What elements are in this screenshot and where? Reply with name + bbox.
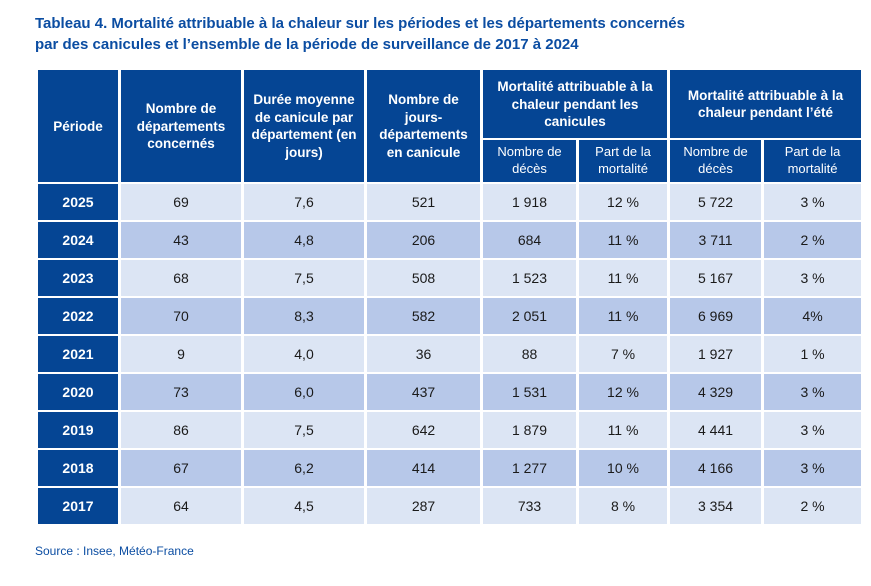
data-cell: 3 % xyxy=(764,412,861,448)
data-cell: 7 % xyxy=(579,336,667,372)
header-group-ete: Mortalité attribuable à la chaleur pendant l’été xyxy=(670,70,861,138)
data-cell: 67 xyxy=(121,450,241,486)
data-cell: 2 051 xyxy=(483,298,576,334)
header-jours-departements: Nombre de jours-départements en canicule xyxy=(367,70,480,182)
data-cell: 10 % xyxy=(579,450,667,486)
table-row xyxy=(38,374,861,410)
data-cell: 11 % xyxy=(579,298,667,334)
header-periode: Période xyxy=(38,70,118,182)
data-cell: 8,3 xyxy=(244,298,364,334)
data-cell: 12 % xyxy=(579,184,667,220)
subheader-canicules-deces: Nombre de décès xyxy=(483,140,576,182)
row-year: 2024 xyxy=(38,222,118,258)
data-cell: 5 167 xyxy=(670,260,761,296)
data-cell: 1 879 xyxy=(483,412,576,448)
table-title-line2: par des canicules et l’ensemble de la période de surveillance de 2017 à 2024 xyxy=(35,35,579,53)
data-cell: 6 969 xyxy=(670,298,761,334)
data-cell: 3 % xyxy=(764,184,861,220)
data-cell: 7,6 xyxy=(244,184,364,220)
data-cell: 4% xyxy=(764,298,861,334)
table-row xyxy=(38,260,861,296)
data-cell: 206 xyxy=(367,222,480,258)
data-cell: 4,5 xyxy=(244,488,364,524)
row-year: 2019 xyxy=(38,412,118,448)
data-cell: 4 166 xyxy=(670,450,761,486)
table-row xyxy=(38,412,861,448)
data-cell: 287 xyxy=(367,488,480,524)
data-cell: 437 xyxy=(367,374,480,410)
data-cell: 8 % xyxy=(579,488,667,524)
header-duree: Durée moyenne de canicule par département (en jours) xyxy=(244,70,364,182)
row-year: 2018 xyxy=(38,450,118,486)
data-cell: 582 xyxy=(367,298,480,334)
data-cell: 6,2 xyxy=(244,450,364,486)
table-row xyxy=(38,488,861,524)
data-cell: 70 xyxy=(121,298,241,334)
data-cell: 642 xyxy=(367,412,480,448)
data-cell: 508 xyxy=(367,260,480,296)
data-cell: 1 % xyxy=(764,336,861,372)
data-cell: 1 927 xyxy=(670,336,761,372)
data-cell: 5 722 xyxy=(670,184,761,220)
table-title xyxy=(35,14,855,55)
row-year: 2021 xyxy=(38,336,118,372)
table-row xyxy=(38,450,861,486)
data-cell: 3 % xyxy=(764,260,861,296)
table-row xyxy=(38,222,861,258)
data-cell: 521 xyxy=(367,184,480,220)
data-cell: 2 % xyxy=(764,222,861,258)
data-cell: 4,0 xyxy=(244,336,364,372)
data-cell: 4 329 xyxy=(670,374,761,410)
data-cell: 1 277 xyxy=(483,450,576,486)
table-title-line1: Tableau 4. Mortalité attribuable à la chaleur sur les périodes et les départements concernés xyxy=(35,15,685,32)
data-cell: 86 xyxy=(121,412,241,448)
header-group-canicules: Mortalité attribuable à la chaleur pendant les canicules xyxy=(483,70,667,138)
table-body xyxy=(38,184,861,524)
data-cell: 7,5 xyxy=(244,260,364,296)
header-departements: Nombre de départements concernés xyxy=(121,70,241,182)
row-year: 2020 xyxy=(38,374,118,410)
table-header xyxy=(38,70,861,182)
data-cell: 11 % xyxy=(579,260,667,296)
data-cell: 88 xyxy=(483,336,576,372)
data-cell: 69 xyxy=(121,184,241,220)
subheader-ete-part: Part de la mortalité xyxy=(764,140,861,182)
data-cell: 3 354 xyxy=(670,488,761,524)
row-year: 2022 xyxy=(38,298,118,334)
data-cell: 73 xyxy=(121,374,241,410)
data-cell: 4 441 xyxy=(670,412,761,448)
data-cell: 9 xyxy=(121,336,241,372)
data-cell: 2 % xyxy=(764,488,861,524)
row-year: 2017 xyxy=(38,488,118,524)
source-note: Source : Insee, Météo-France xyxy=(35,544,194,559)
data-cell: 4,8 xyxy=(244,222,364,258)
data-cell: 36 xyxy=(367,336,480,372)
data-cell: 43 xyxy=(121,222,241,258)
data-cell: 11 % xyxy=(579,222,667,258)
data-cell: 733 xyxy=(483,488,576,524)
subheader-ete-deces: Nombre de décès xyxy=(670,140,761,182)
data-cell: 64 xyxy=(121,488,241,524)
data-cell: 11 % xyxy=(579,412,667,448)
data-cell: 1 523 xyxy=(483,260,576,296)
data-cell: 68 xyxy=(121,260,241,296)
data-cell: 684 xyxy=(483,222,576,258)
data-cell: 6,0 xyxy=(244,374,364,410)
data-cell: 3 % xyxy=(764,374,861,410)
data-cell: 1 918 xyxy=(483,184,576,220)
data-cell: 7,5 xyxy=(244,412,364,448)
data-cell: 12 % xyxy=(579,374,667,410)
data-cell: 3 711 xyxy=(670,222,761,258)
data-cell: 1 531 xyxy=(483,374,576,410)
table-row xyxy=(38,184,861,220)
row-year: 2025 xyxy=(38,184,118,220)
mortality-table xyxy=(35,68,864,526)
data-cell: 414 xyxy=(367,450,480,486)
table-row xyxy=(38,336,861,372)
data-cell: 3 % xyxy=(764,450,861,486)
table-row xyxy=(38,298,861,334)
subheader-canicules-part: Part de la mortalité xyxy=(579,140,667,182)
row-year: 2023 xyxy=(38,260,118,296)
